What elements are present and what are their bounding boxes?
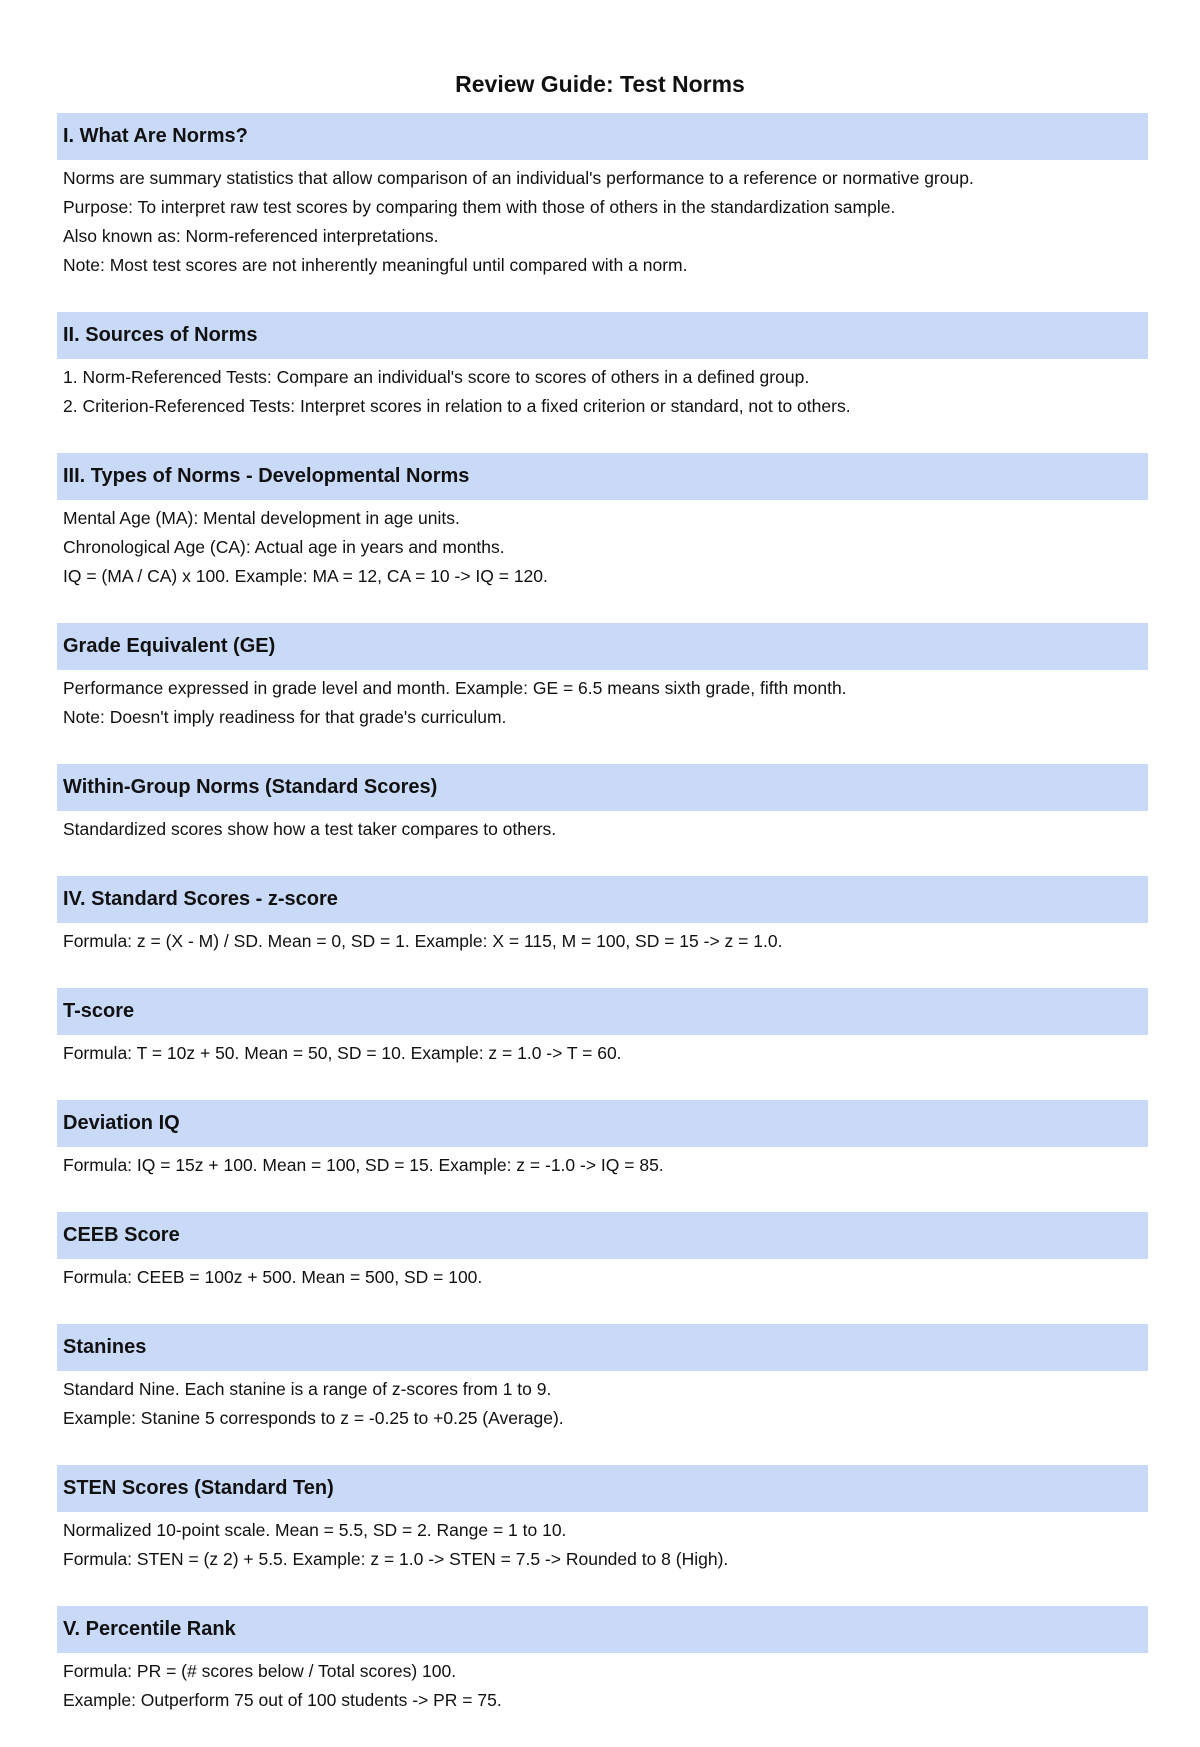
section-heading: STEN Scores (Standard Ten) [57,1465,1148,1512]
body-line: Standardized scores show how a test taker compares to others. [63,819,557,839]
section [57,453,1148,591]
section-heading: V. Percentile Rank [57,1606,1148,1653]
section-body [57,1653,1148,1715]
section-heading: Within-Group Norms (Standard Scores) [57,764,1148,811]
body-line: 1. Norm-Referenced Tests: Compare an individual's score to scores of others in a defined group. [63,367,810,387]
section-heading: III. Types of Norms - Developmental Norms [57,453,1148,500]
section [57,1324,1148,1433]
section-body [57,1371,1148,1433]
section-body [57,359,1148,421]
body-line: Purpose: To interpret raw test scores by comparing them with those of others in the standardization sample. [63,197,896,217]
body-line: Normalized 10-point scale. Mean = 5.5, SD = 2. Range = 1 to 10. [63,1520,567,1540]
section-body [57,500,1148,591]
body-line: Example: Stanine 5 corresponds to z = -0.25 to +0.25 (Average). [63,1408,564,1428]
section [57,1606,1148,1715]
body-line: Formula: T = 10z + 50. Mean = 50, SD = 10. Example: z = 1.0 -> T = 60. [63,1043,622,1063]
section-body [57,1259,1148,1292]
body-line: Formula: CEEB = 100z + 500. Mean = 500, SD = 100. [63,1267,483,1287]
section-body [57,1035,1148,1068]
section-body [57,1147,1148,1180]
section [57,1100,1148,1180]
section-body [57,160,1148,280]
section [57,1465,1148,1574]
body-line: Formula: IQ = 15z + 100. Mean = 100, SD = 15. Example: z = -1.0 -> IQ = 85. [63,1155,664,1175]
document-title: Review Guide: Test Norms [455,71,745,97]
body-line: Chronological Age (CA): Actual age in years and months. [63,537,505,557]
sections-container [57,113,1148,1747]
section [57,988,1148,1068]
section [57,1212,1148,1292]
section-body [57,1512,1148,1574]
body-line: IQ = (MA / CA) x 100. Example: MA = 12, CA = 10 -> IQ = 120. [63,566,548,586]
body-line: Example: Outperform 75 out of 100 students -> PR = 75. [63,1690,502,1710]
section-body [57,811,1148,844]
body-line: Norms are summary statistics that allow comparison of an individual's performance to a reference or normative group. [63,168,974,188]
body-line: Note: Doesn't imply readiness for that grade's curriculum. [63,707,507,727]
body-line: Note: Most test scores are not inherently meaningful until compared with a norm. [63,255,688,275]
body-line: Formula: STEN = (z 2) + 5.5. Example: z = 1.0 -> STEN = 7.5 -> Rounded to 8 (High). [63,1549,729,1569]
body-line: Formula: PR = (# scores below / Total scores) 100. [63,1661,457,1681]
section [57,623,1148,732]
body-line: 2. Criterion-Referenced Tests: Interpret scores in relation to a fixed criterion or standard, not to others. [63,396,851,416]
body-line: Mental Age (MA): Mental development in age units. [63,508,460,528]
section [57,312,1148,421]
section-heading: T-score [57,988,1148,1035]
section-heading: IV. Standard Scores - z-score [57,876,1148,923]
section-body [57,923,1148,956]
section-heading: I. What Are Norms? [57,113,1148,160]
body-line: Standard Nine. Each stanine is a range of z-scores from 1 to 9. [63,1379,552,1399]
section-heading: II. Sources of Norms [57,312,1148,359]
section [57,113,1148,280]
body-line: Performance expressed in grade level and month. Example: GE = 6.5 means sixth grade, fifth month. [63,678,847,698]
section-body [57,670,1148,732]
body-line: Formula: z = (X - M) / SD. Mean = 0, SD = 1. Example: X = 115, M = 100, SD = 15 -> z = 1.0. [63,931,783,951]
section-heading: Deviation IQ [57,1100,1148,1147]
section-heading: Grade Equivalent (GE) [57,623,1148,670]
section-heading: Stanines [57,1324,1148,1371]
section [57,764,1148,844]
section [57,876,1148,956]
body-line: Also known as: Norm-referenced interpretations. [63,226,439,246]
section-heading: CEEB Score [57,1212,1148,1259]
